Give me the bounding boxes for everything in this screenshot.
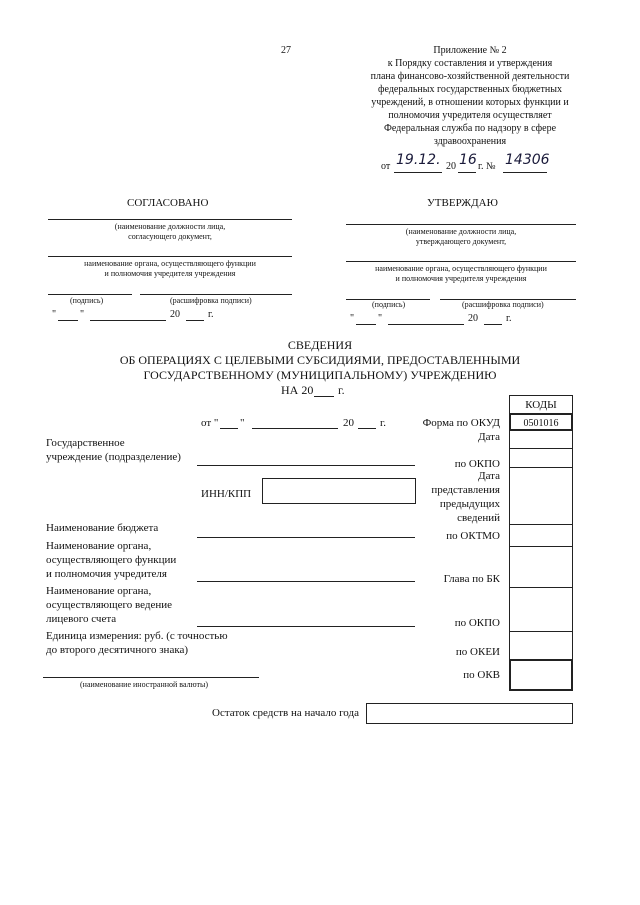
okud-label: Форма по ОКУД xyxy=(422,417,500,429)
left-org-hint xyxy=(48,259,292,279)
order-number-label: г. № xyxy=(478,161,496,172)
codes-header: КОДЫ xyxy=(509,395,573,414)
right-position-hint xyxy=(346,227,576,247)
bk-label: Глава по БК xyxy=(443,573,500,585)
prev-date-code-cell[interactable] xyxy=(509,467,573,525)
institution-label xyxy=(46,436,181,464)
account-organ-label-2: осуществляющего ведение xyxy=(46,599,172,611)
balance-label: Остаток средств на начало года xyxy=(212,707,359,719)
okpo-code-cell[interactable] xyxy=(509,448,573,468)
order-from-label: от xyxy=(381,161,391,172)
right-date-suffix: г. xyxy=(506,313,512,324)
title-year-suffix: г. xyxy=(338,383,345,397)
date-label: Дата xyxy=(478,431,500,443)
left-position-hint xyxy=(48,222,292,242)
date-code-cell[interactable] xyxy=(509,430,573,449)
account-field-line xyxy=(197,626,415,627)
oktmo-label: по ОКТМО xyxy=(446,530,500,542)
prev-date-label-1: Дата xyxy=(478,470,500,482)
title-year-prefix: НА 20 xyxy=(281,383,314,397)
date-row-year: 20 xyxy=(343,417,354,429)
appendix-title: Приложение № 2 xyxy=(433,45,507,56)
organ-label-2: осуществляющего функции xyxy=(46,554,177,566)
order-date-handwritten: 19.12. xyxy=(396,152,441,168)
organ-label xyxy=(46,539,176,581)
date-row-suffix: г. xyxy=(380,417,387,429)
prev-date-label-2: представления xyxy=(431,484,500,496)
inn-kpp-label: ИНН/КПП xyxy=(201,488,252,500)
appendix-line: Федеральная служба по надзору в сфере xyxy=(383,123,557,134)
order-number-handwritten: 14306 xyxy=(505,152,550,168)
left-date-suffix: г. xyxy=(208,309,214,320)
bk-code-cell[interactable] xyxy=(509,546,573,588)
right-decode-hint: (расшифровка подписи) xyxy=(462,300,544,309)
left-decode-hint: (расшифровка подписи) xyxy=(170,296,252,305)
appendix-line: федеральных государственных бюджетных xyxy=(378,84,562,95)
order-year-handwritten: 16 xyxy=(459,152,477,168)
left-sign-hint: (подпись) xyxy=(70,296,104,305)
institution-label-1: Государственное xyxy=(46,437,125,449)
okv-label: по ОКВ xyxy=(463,669,500,681)
account-organ-label-1: Наименование органа, xyxy=(46,585,152,597)
okv-code-cell[interactable] xyxy=(509,659,573,691)
approved-right-heading: УТВЕРЖДАЮ xyxy=(427,197,498,209)
right-position-hint-1: (наименование должности лица, xyxy=(405,227,517,236)
prev-date-label-3: предыдущих xyxy=(439,498,500,510)
left-date-quote-close: " xyxy=(80,309,85,320)
balance-input[interactable] xyxy=(366,703,573,724)
okpo2-code-cell[interactable] xyxy=(509,587,573,632)
account-organ-label-3: лицевого счета xyxy=(46,613,117,625)
right-org-hint-2: и полномочия учредителя учреждения xyxy=(395,274,527,283)
date-row-from: от " xyxy=(201,417,219,429)
budget-name-label: Наименование бюджета xyxy=(46,522,159,534)
right-date-quote-open: " xyxy=(350,313,355,324)
appendix-line: плана финансово-хозяйственной деятельности xyxy=(370,71,570,82)
unit-label-2: до второго десятичного знака) xyxy=(46,644,189,656)
okei-code-cell[interactable] xyxy=(509,631,573,660)
institution-field-line xyxy=(197,465,415,466)
title-line-1: СВЕДЕНИЯ xyxy=(287,338,353,352)
page-number: 27 xyxy=(281,45,291,56)
left-date-quote-open: " xyxy=(52,309,57,320)
approved-left-heading: СОГЛАСОВАНО xyxy=(127,197,209,209)
unit-label-1: Единица измерения: руб. (с точностью xyxy=(46,630,228,642)
organ-label-1: Наименование органа, xyxy=(46,540,152,552)
appendix-block xyxy=(350,44,590,148)
oktmo-code-cell[interactable] xyxy=(509,524,573,547)
left-position-hint-2: согласующего документ, xyxy=(128,232,212,241)
prev-date-label-4: сведений xyxy=(457,512,500,524)
okud-code-cell: 0501016 xyxy=(509,413,573,431)
date-row-quote: " xyxy=(240,417,245,429)
left-position-hint-1: (наименование должности лица, xyxy=(114,222,226,231)
right-org-hint xyxy=(346,264,576,284)
currency-field-line xyxy=(43,677,259,678)
document-title xyxy=(80,338,560,383)
right-sign-hint: (подпись) xyxy=(372,300,406,309)
title-line-3: ГОСУДАРСТВЕННОМУ (МУНИЦИПАЛЬНОМУ) УЧРЕЖДЕНИЮ xyxy=(143,368,497,382)
okpo2-label: по ОКПО xyxy=(454,617,500,629)
appendix-line: к Порядку составления и утверждения xyxy=(387,58,553,69)
appendix-line: учреждений, в отношении которых функции и xyxy=(371,97,569,108)
budget-field-line xyxy=(197,537,415,538)
appendix-line: здравоохранения xyxy=(433,136,507,147)
right-position-hint-2: утверждающего документ, xyxy=(415,237,507,246)
right-org-hint-1: наименование органа, осуществляющего функции xyxy=(375,264,547,273)
account-organ-label xyxy=(46,584,172,626)
right-date-quote-close: " xyxy=(378,313,383,324)
left-org-hint-2: и полномочия учредителя учреждения xyxy=(104,269,236,278)
order-year-prefix: 20 xyxy=(446,161,456,172)
appendix-line: полномочия учредителя осуществляет xyxy=(388,110,552,121)
currency-hint: (наименование иностранной валюты) xyxy=(80,680,208,689)
okpo-label: по ОКПО xyxy=(454,458,500,470)
okei-label: по ОКЕИ xyxy=(455,646,500,658)
left-date-year: 20 xyxy=(170,309,180,320)
right-date-year: 20 xyxy=(468,313,478,324)
inn-kpp-input[interactable] xyxy=(262,478,416,504)
title-line-2: ОБ ОПЕРАЦИЯХ С ЦЕЛЕВЫМИ СУБСИДИЯМИ, ПРЕДОСТАВЛЕННЫМИ xyxy=(119,353,521,367)
left-org-hint-1: наименование органа, осуществляющего функции xyxy=(84,259,256,268)
organ-label-3: и полномочия учредителя xyxy=(46,568,167,580)
unit-label xyxy=(46,629,228,657)
organ-field-line xyxy=(197,581,415,582)
institution-label-2: учреждение (подразделение) xyxy=(46,451,181,463)
